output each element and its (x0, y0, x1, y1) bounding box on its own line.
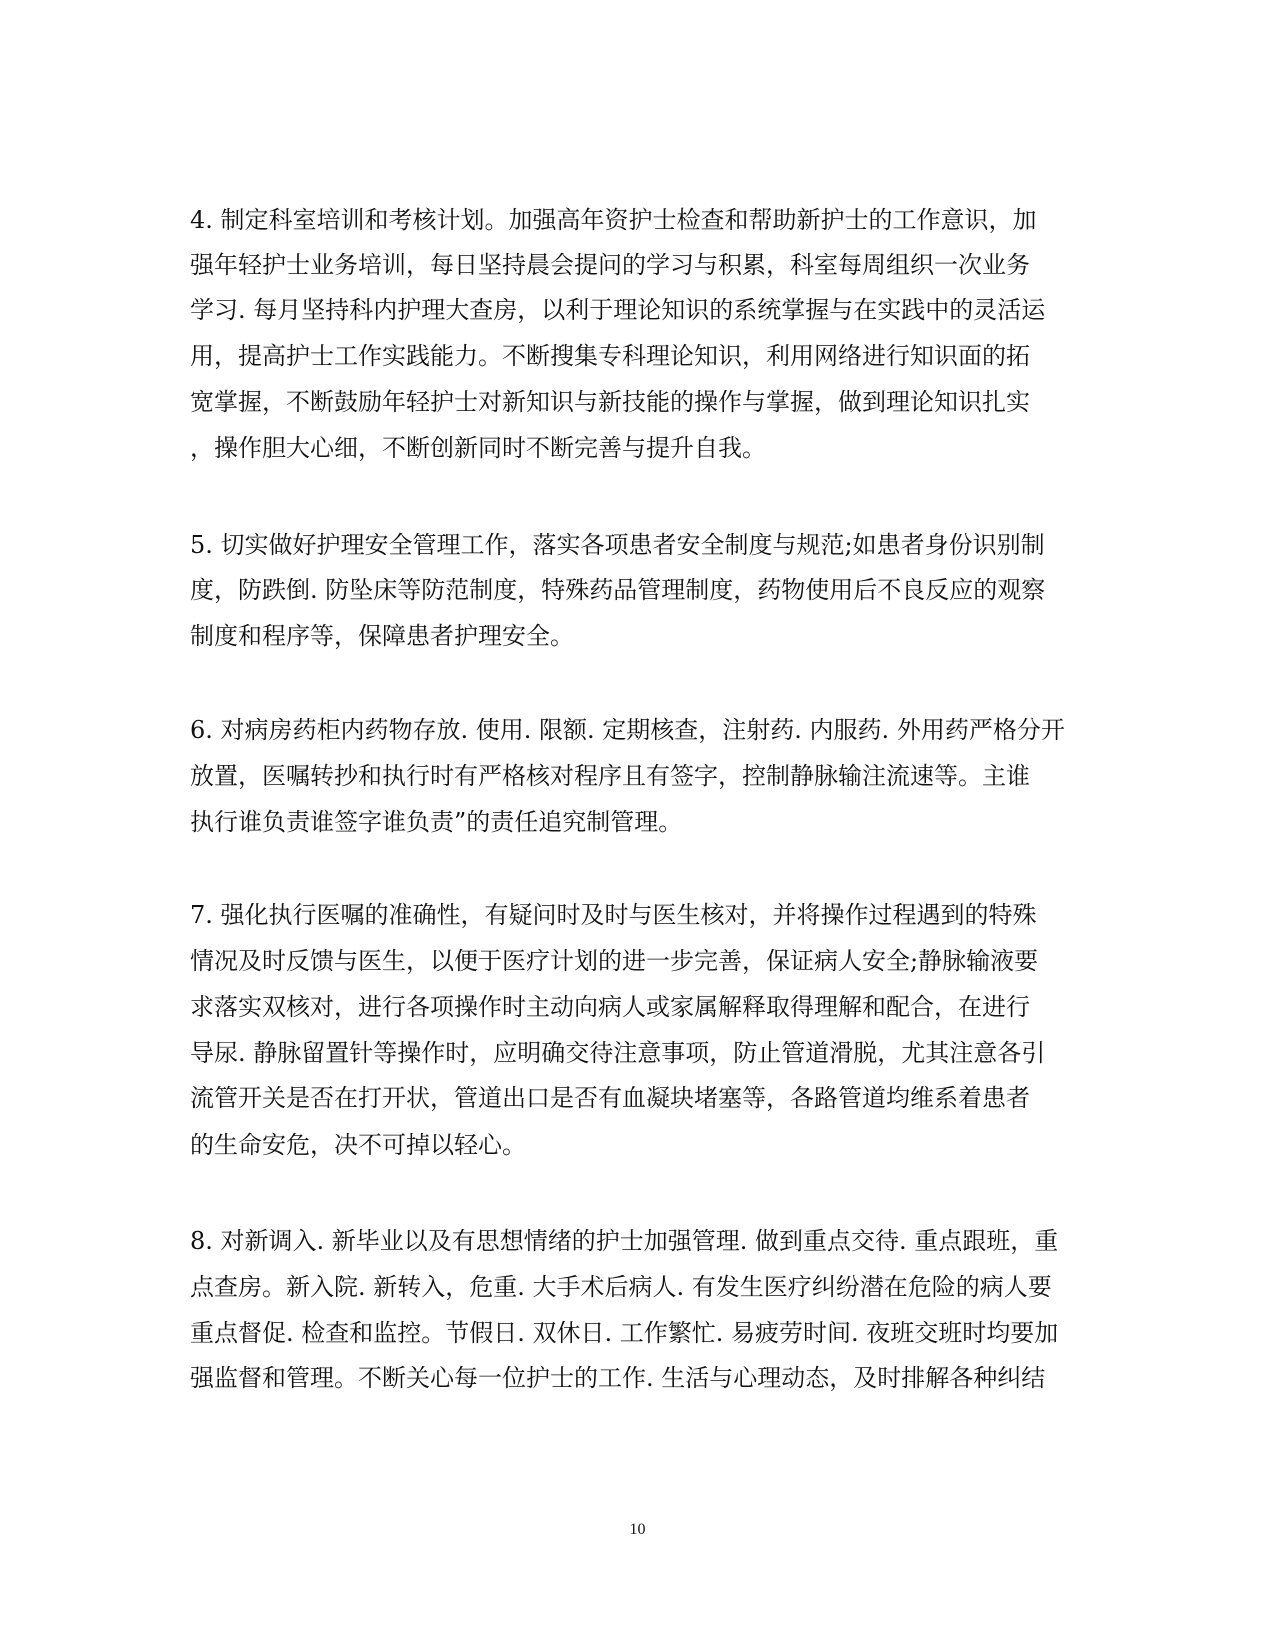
text-line: 学习. 每月坚持科内护理大查房，以利于理论知识的系统掌握与在实践中的灵活运 (190, 296, 1046, 324)
text-line: 度，防跌倒. 防坠床等防范制度，特殊药品管理制度，药物使用后不良反应的观察 (190, 576, 1046, 604)
text-line: 7. 强化执行医嘱的准确性，有疑问时及时与医生核对，并将操作过程遇到的特殊 (190, 901, 1037, 929)
text-line: 强年轻护士业务培训，每日坚持晨会提问的学习与积累，科室每周组织一次业务 (190, 251, 1030, 279)
text-line: 的生命安危，决不可掉以轻心。 (190, 1131, 526, 1159)
text-line: 5. 切实做好护理安全管理工作，落实各项患者安全制度与规范;如患者身份识别制 (190, 531, 1045, 559)
text-line: 点查房。新入院. 新转入，危重. 大手术后病人. 有发生医疗纠纷潜在危险的病人要 (190, 1273, 1052, 1301)
text-line: 放置，医嘱转抄和执行时有严格核对程序且有签字，控制静脉输注流速等。主谁 (190, 762, 1030, 790)
text-line: 用，提高护士工作实践能力。不断搜集专科理论知识，利用网络进行知识面的拓 (190, 342, 1030, 370)
text-line: 求落实双核对，进行各项操作时主动向病人或家属解释取得理解和配合，在进行 (190, 993, 1030, 1021)
text-line: 情况及时反馈与医生，以便于医疗计划的进一步完善，保证病人安全;静脉输液要 (190, 947, 1039, 975)
text-line: 4. 制定科室培训和考核计划。加强高年资护士检查和帮助新护士的工作意识，加 (190, 206, 1037, 234)
page-number: 10 (629, 1521, 646, 1538)
text-line: 执行谁负责谁签字谁负责”的责任追究制管理。 (190, 808, 683, 836)
text-line: ，操作胆大心细，不断创新同时不断完善与提升自我。 (190, 434, 766, 462)
text-line: 制度和程序等，保障患者护理安全。 (190, 622, 574, 650)
text-line: 宽掌握，不断鼓励年轻护士对新知识与新技能的操作与掌握，做到理论知识扎实 (190, 388, 1030, 416)
text-line: 导尿. 静脉留置针等操作时，应明确交待注意事项，防止管道滑脱，尤其注意各引 (190, 1039, 1046, 1067)
text-line: 8. 对新调入. 新毕业以及有思想情绪的护士加强管理. 做到重点交待. 重点跟班，重 (190, 1227, 1059, 1255)
text-line: 流管开关是否在打开状，管道出口是否有血凝块堵塞等，各路管道均维系着患者 (190, 1084, 1030, 1112)
text-line: 重点督促. 检查和监控。节假日. 双休日. 工作繁忙. 易疲劳时间. 夜班交班时均要加 (190, 1319, 1059, 1347)
text-line: 6. 对病房药柜内药物存放. 使用. 限额. 定期核查，注射药. 内服药. 外用药严格分开 (190, 716, 1065, 744)
text-line: 强监督和管理。不断关心每一位护士的工作. 生活与心理动态，及时排解各种纠结 (190, 1364, 1046, 1392)
